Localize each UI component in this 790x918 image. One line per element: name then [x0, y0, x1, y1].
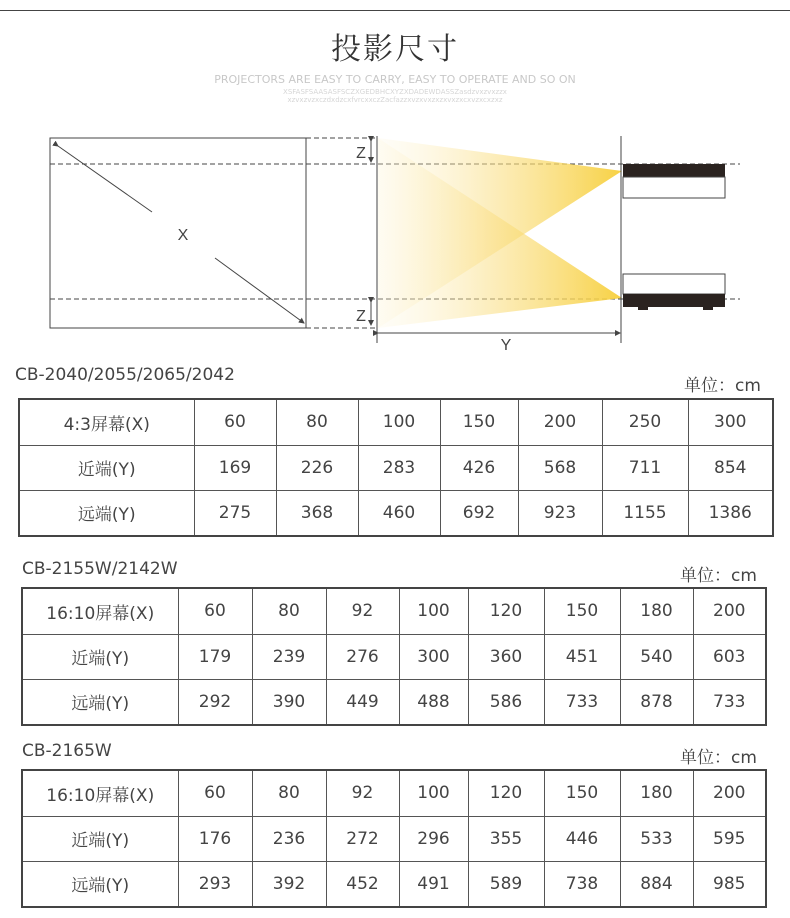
table-cell: 150 — [544, 770, 620, 816]
table-cell: 60 — [194, 399, 276, 445]
row-label: 远端(Y) — [19, 490, 194, 536]
table-cell: 100 — [399, 770, 468, 816]
table-cell: 390 — [252, 679, 326, 725]
table-cell: 733 — [693, 679, 766, 725]
table-row — [22, 861, 766, 907]
projection-diagram — [0, 128, 790, 353]
table-cell: 179 — [178, 634, 252, 679]
table-cell: 176 — [178, 816, 252, 861]
y-label: Y — [500, 337, 512, 353]
table-cell: 275 — [194, 490, 276, 536]
page-title: 投影尺寸 — [331, 32, 459, 67]
table-cell: 200 — [693, 588, 766, 634]
row-label: 近端(Y) — [22, 634, 178, 679]
z-label-bottom: Z — [356, 308, 366, 325]
row-label: 16:10屏幕(X) — [22, 770, 178, 816]
table-cell: 80 — [252, 588, 326, 634]
decorative-text-line-2: xzvxzvzxczdxdzcxfvrcxxczZacfazzxvzxvxzxzxvxzxcxvzxcxzxz — [287, 96, 503, 104]
table-cell: 283 — [358, 445, 440, 490]
table-row — [22, 634, 766, 679]
table-cell: 392 — [252, 861, 326, 907]
row-label: 远端(Y) — [22, 679, 178, 725]
table-cell: 180 — [620, 770, 693, 816]
model-name-1: CB-2040/2055/2065/2042 — [15, 365, 235, 385]
spec-table-1 — [18, 398, 774, 537]
table-cell: 300 — [399, 634, 468, 679]
table-cell: 533 — [620, 816, 693, 861]
table-cell: 200 — [518, 399, 602, 445]
table-cell: 985 — [693, 861, 766, 907]
table-row — [22, 816, 766, 861]
table-cell: 426 — [440, 445, 518, 490]
table-cell: 568 — [518, 445, 602, 490]
table-row — [22, 770, 766, 816]
table-cell: 692 — [440, 490, 518, 536]
row-label: 近端(Y) — [19, 445, 194, 490]
table-row — [19, 399, 773, 445]
model-name-3: CB-2165W — [22, 741, 112, 761]
table-cell: 60 — [178, 588, 252, 634]
table-cell: 100 — [358, 399, 440, 445]
table-cell: 733 — [544, 679, 620, 725]
table-cell: 854 — [688, 445, 773, 490]
table-cell: 236 — [252, 816, 326, 861]
table-cell: 292 — [178, 679, 252, 725]
table-cell: 150 — [440, 399, 518, 445]
table-cell: 300 — [688, 399, 773, 445]
table-cell: 60 — [178, 770, 252, 816]
table-cell: 923 — [518, 490, 602, 536]
z-label-top: Z — [356, 145, 366, 162]
decorative-text-line-1: XSFASFSAASASFSCZXGEDBHCXYZXDADEWDASSZasdzvxzvxzzx — [283, 88, 507, 96]
table-cell: 488 — [399, 679, 468, 725]
table-cell: 595 — [693, 816, 766, 861]
table-cell: 586 — [468, 679, 544, 725]
table-cell: 1155 — [602, 490, 688, 536]
table-cell: 603 — [693, 634, 766, 679]
table-cell: 92 — [326, 770, 399, 816]
table-cell: 540 — [620, 634, 693, 679]
table-cell: 589 — [468, 861, 544, 907]
page-subtitle: PROJECTORS ARE EASY TO CARRY, EASY TO OPERATE AND SO ON — [214, 73, 576, 86]
table-cell: 878 — [620, 679, 693, 725]
unit-label-1: 单位：cm — [684, 376, 761, 396]
row-label: 远端(Y) — [22, 861, 178, 907]
table-cell: 169 — [194, 445, 276, 490]
table-cell: 460 — [358, 490, 440, 536]
table-cell: 120 — [468, 770, 544, 816]
table-row — [22, 679, 766, 725]
table-cell: 180 — [620, 588, 693, 634]
table-cell: 711 — [602, 445, 688, 490]
diagonal-line-upper — [58, 146, 152, 212]
ceiling-projector-icon — [623, 164, 725, 198]
table-cell: 449 — [326, 679, 399, 725]
table-row — [19, 490, 773, 536]
row-label: 近端(Y) — [22, 816, 178, 861]
spec-table-3 — [21, 769, 767, 908]
table-cell: 276 — [326, 634, 399, 679]
table-cell: 272 — [326, 816, 399, 861]
table-cell: 293 — [178, 861, 252, 907]
table-cell: 80 — [276, 399, 358, 445]
table-cell: 226 — [276, 445, 358, 490]
table-cell: 884 — [620, 861, 693, 907]
top-divider — [0, 10, 790, 11]
model-name-2: CB-2155W/2142W — [22, 559, 178, 579]
table-cell: 360 — [468, 634, 544, 679]
table-cell: 451 — [544, 634, 620, 679]
table-row — [19, 445, 773, 490]
table-cell: 355 — [468, 816, 544, 861]
diagonal-line-lower — [215, 258, 304, 323]
table-cell: 296 — [399, 816, 468, 861]
row-label: 4:3屏幕(X) — [19, 399, 194, 445]
table-cell: 368 — [276, 490, 358, 536]
table-cell: 120 — [468, 588, 544, 634]
table-cell: 1386 — [688, 490, 773, 536]
x-label: X — [177, 227, 189, 244]
row-label: 16:10屏幕(X) — [22, 588, 178, 634]
table-cell: 150 — [544, 588, 620, 634]
table-cell: 100 — [399, 588, 468, 634]
table-cell: 92 — [326, 588, 399, 634]
spec-table-2 — [21, 587, 767, 726]
table-cell: 491 — [399, 861, 468, 907]
table-cell: 250 — [602, 399, 688, 445]
table-projector-icon — [623, 274, 725, 310]
table-cell: 446 — [544, 816, 620, 861]
table-cell: 80 — [252, 770, 326, 816]
table-cell: 200 — [693, 770, 766, 816]
table-row — [22, 588, 766, 634]
unit-label-3: 单位：cm — [680, 748, 757, 768]
table-cell: 738 — [544, 861, 620, 907]
unit-label-2: 单位：cm — [680, 566, 757, 586]
table-cell: 452 — [326, 861, 399, 907]
table-cell: 239 — [252, 634, 326, 679]
